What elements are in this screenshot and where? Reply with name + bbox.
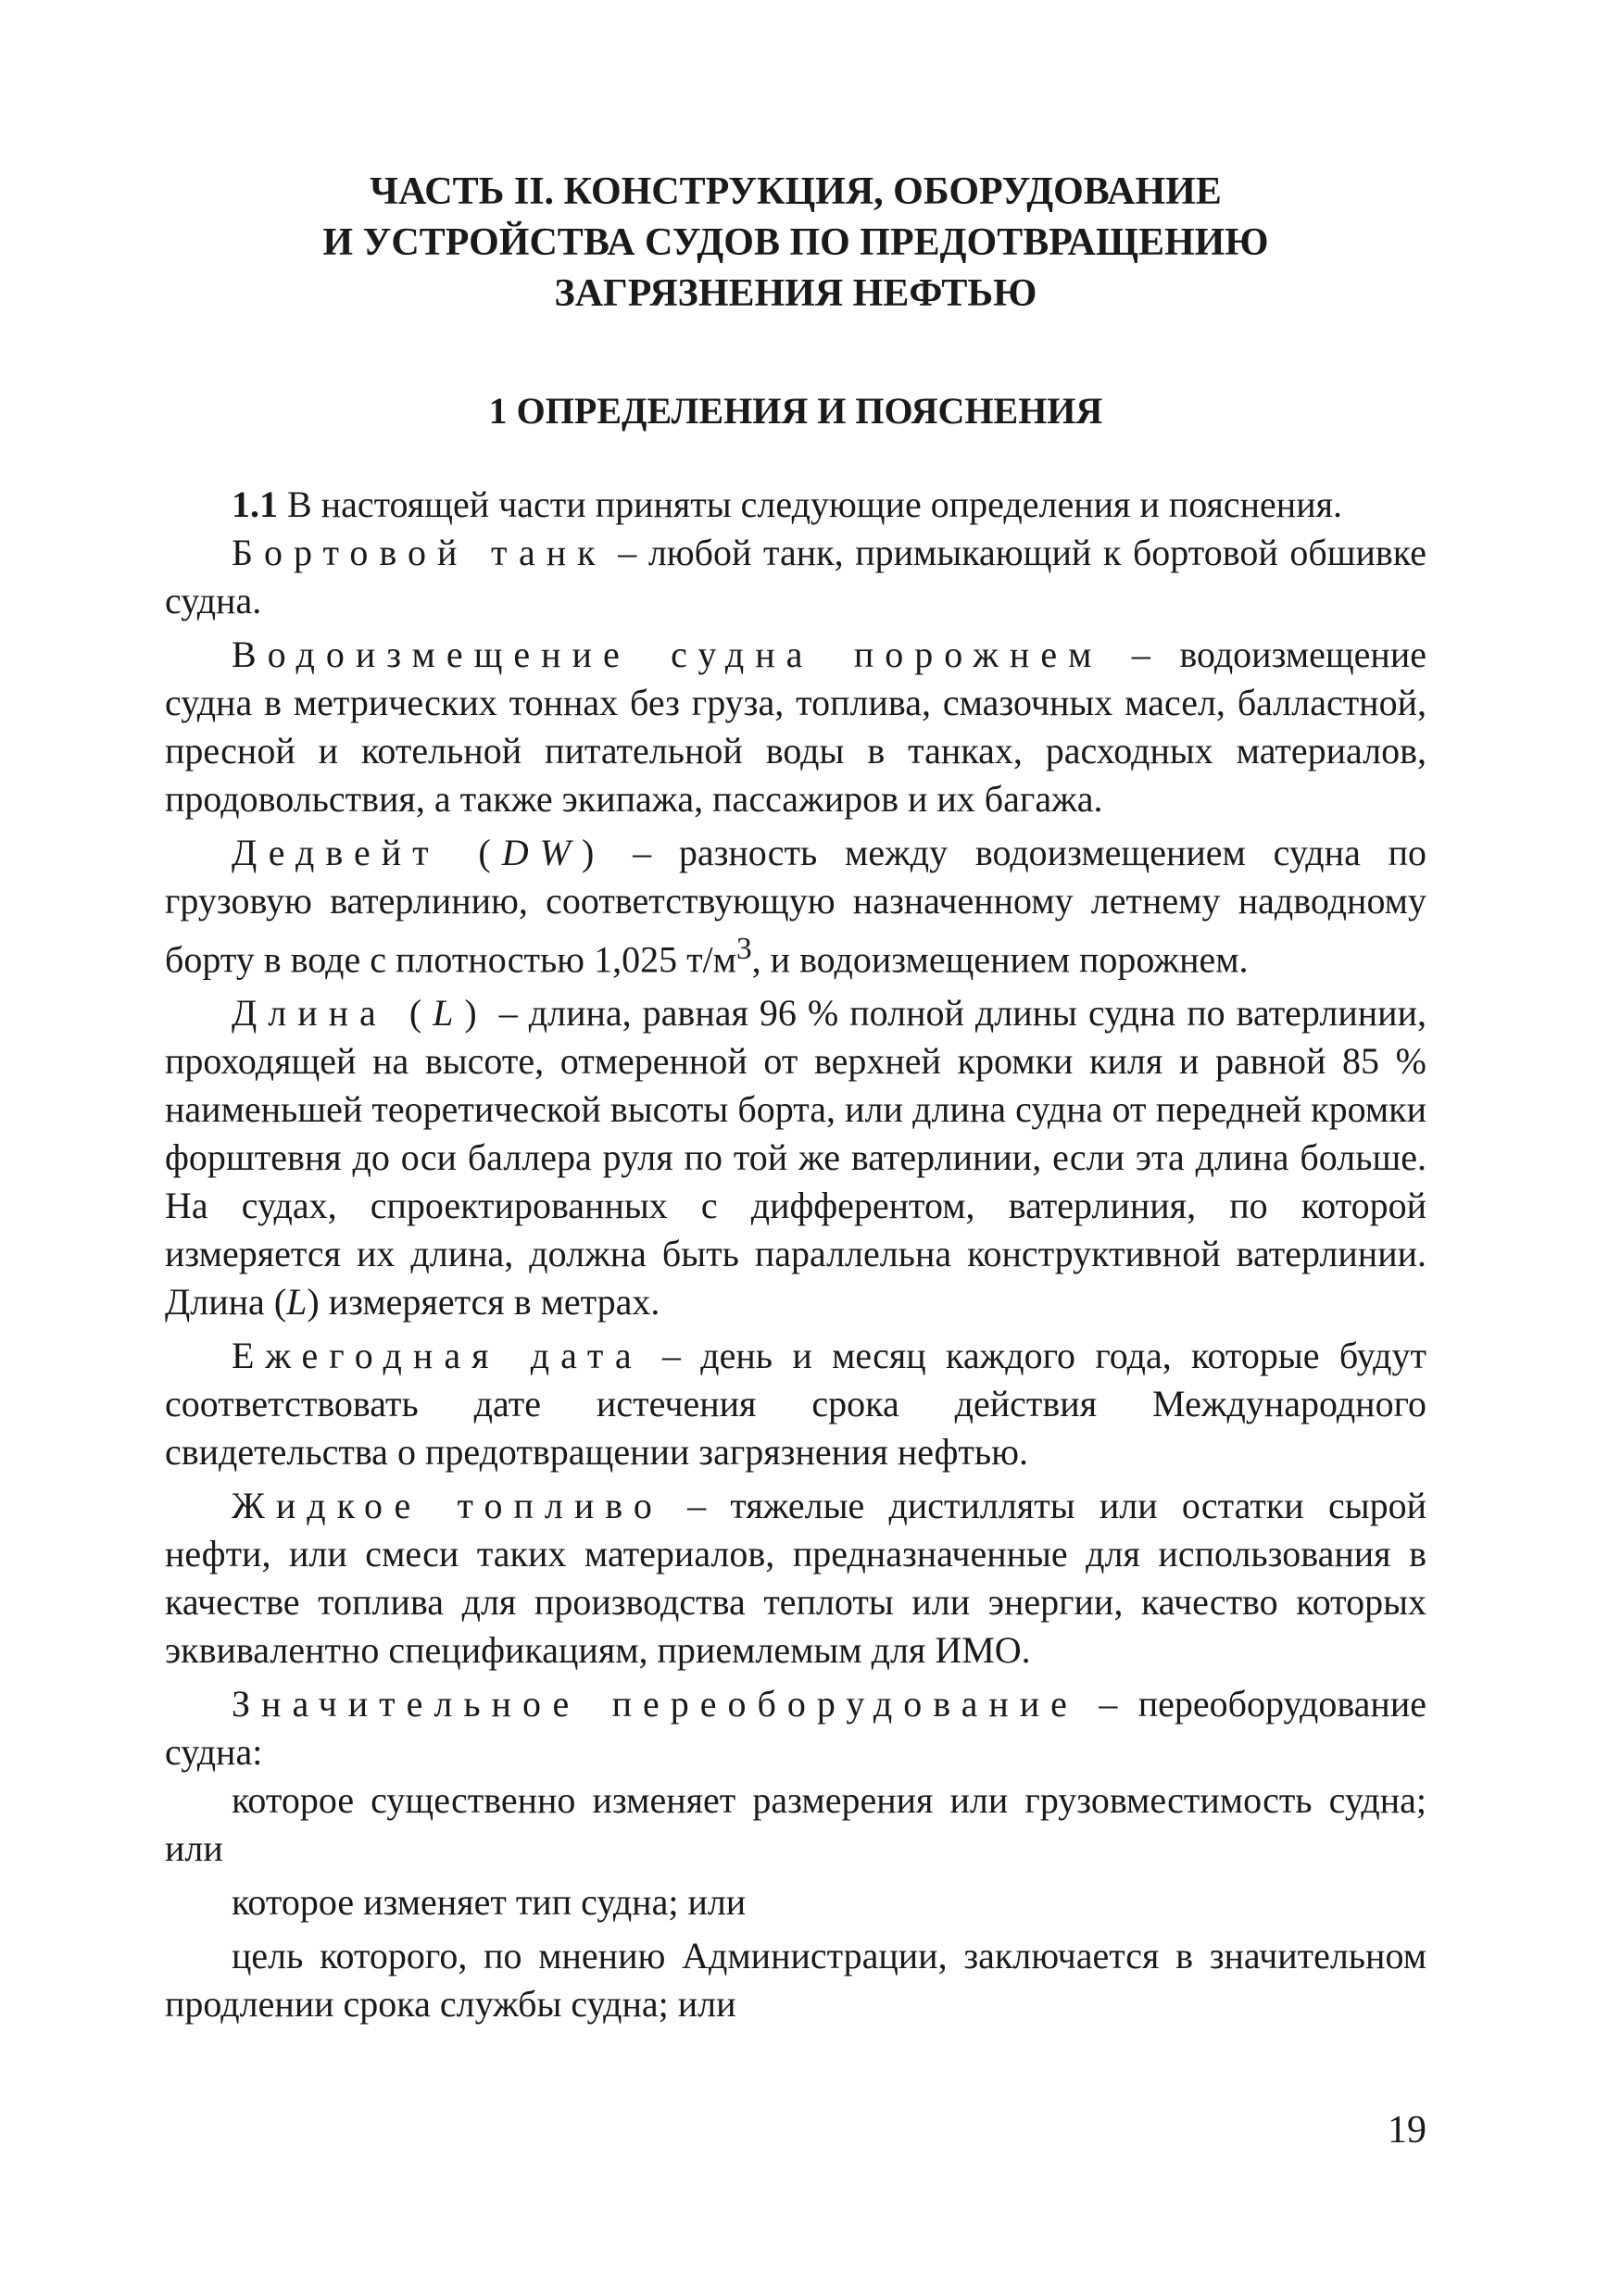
term-side-tank: Бортовой танк (232, 532, 607, 573)
definition-lightweight (165, 631, 1426, 823)
term-text: Длина ( (232, 992, 434, 1035)
term-major-conversion: Значительное переоборудование (232, 1683, 1078, 1725)
intro-text: В настоящей части приняты следующие определения и пояснения. (278, 483, 1343, 525)
term-anniversary-date: Ежегодная дата (232, 1335, 643, 1377)
definition-text: – переоборудование судна: (165, 1683, 1426, 1774)
term-deadweight (232, 832, 605, 873)
body-text (165, 481, 1426, 2028)
definition-text-end: ) измеряется в метрах. (307, 1281, 660, 1324)
definition-length (165, 989, 1426, 1326)
term-fuel-oil: Жидкое топливо (232, 1485, 663, 1527)
definition-side-tank (165, 529, 1426, 625)
symbol-L: L (286, 1281, 308, 1324)
definition-text: – разность между водоизмещением судна по грузовую ватерлинию, соответствующую назначенному летнему надводному борту в воде с плотностью 1,025 т/м (165, 832, 1426, 981)
definition-deadweight (165, 829, 1426, 984)
term-lightweight: Водоизмещение судна порожнем (232, 634, 1103, 675)
superscript: 3 (735, 932, 752, 966)
list-item: которое изменяет тип судна; или (232, 1881, 747, 1924)
term-symbol: L (433, 992, 465, 1035)
definition-text: – длина, равная 96 % полной длины судна по ватерлинии, проходящей на высоте, отмеренной от верхней кромки киля и равной 85 % наименьшей теоретической высоты борта, или длина судна от передней кромки форштевня до оси баллера руля по той же ватерлинии, если эта длина больше. На судах, спроектированных с дифферентом, ватерлиния, по которой измеряется их длина, должна быть параллельна конструктивной ватерлинии. Длина ( (165, 992, 1426, 1324)
definition-major-conversion (165, 1680, 1426, 1776)
page-content (165, 167, 1426, 2028)
definition-text-end: , и водоизмещением порожнем. (751, 938, 1249, 981)
part-title-line-1: ЧАСТЬ II. КОНСТРУКЦИЯ, ОБОРУДОВАНИЕ (370, 170, 1222, 213)
definition-text: – водоизмещение судна в метрических тоннах без груза, топлива, смазочных масел, балластной, пресной и котельной питательной воды в танках, расходных материалов, продовольствия, а также экипажа, пассажиров и их багажа. (165, 634, 1426, 820)
term-text: Дедвейт ( (232, 832, 502, 873)
page-number: 19 (1388, 2109, 1426, 2152)
definition-fuel-oil (165, 1482, 1426, 1675)
definition-anniversary-date (165, 1332, 1426, 1476)
definition-text: – тяжелые дистилляты или остатки сырой нефти, или смеси таких материалов, предназначенные для использования в качестве топлива для производства теплоты или энергии, качество которых эквивалентно спецификациям, приемлемым для ИМО. (165, 1485, 1426, 1672)
clause-number: 1.1 (232, 483, 278, 525)
term-close: ) (464, 992, 488, 1035)
definition-text: – день и месяц каждого года, которые будут соответствовать дате истечения срока действия Международного свидетельства о предотвращении загрязнения нефтью. (165, 1335, 1426, 1474)
part-title-line-2: И УСТРОЙСТВА СУДОВ ПО ПРЕДОТВРАЩЕНИЮ (322, 221, 1269, 264)
intro-paragraph (165, 481, 1426, 529)
part-title-line-3: ЗАГРЯЗНЕНИЯ НЕФТЬЮ (554, 272, 1037, 315)
part-title (165, 167, 1426, 320)
term-length (232, 992, 488, 1034)
term-close: ) (581, 832, 606, 873)
definition-text: – любой танк, примыкающий к бортовой обшивке судна. (165, 532, 1426, 621)
section-title: 1 ОПРЕДЕЛЕНИЯ И ПОЯСНЕНИЯ (488, 390, 1103, 432)
list-item: которое существенно изменяет размерения или грузовместимость судна; или (165, 1779, 1426, 1870)
term-symbol: DW (501, 832, 582, 873)
list-item: цель которого, по мнению Администрации, заключается в значительном продлении срока службы судна; или (165, 1935, 1426, 2026)
